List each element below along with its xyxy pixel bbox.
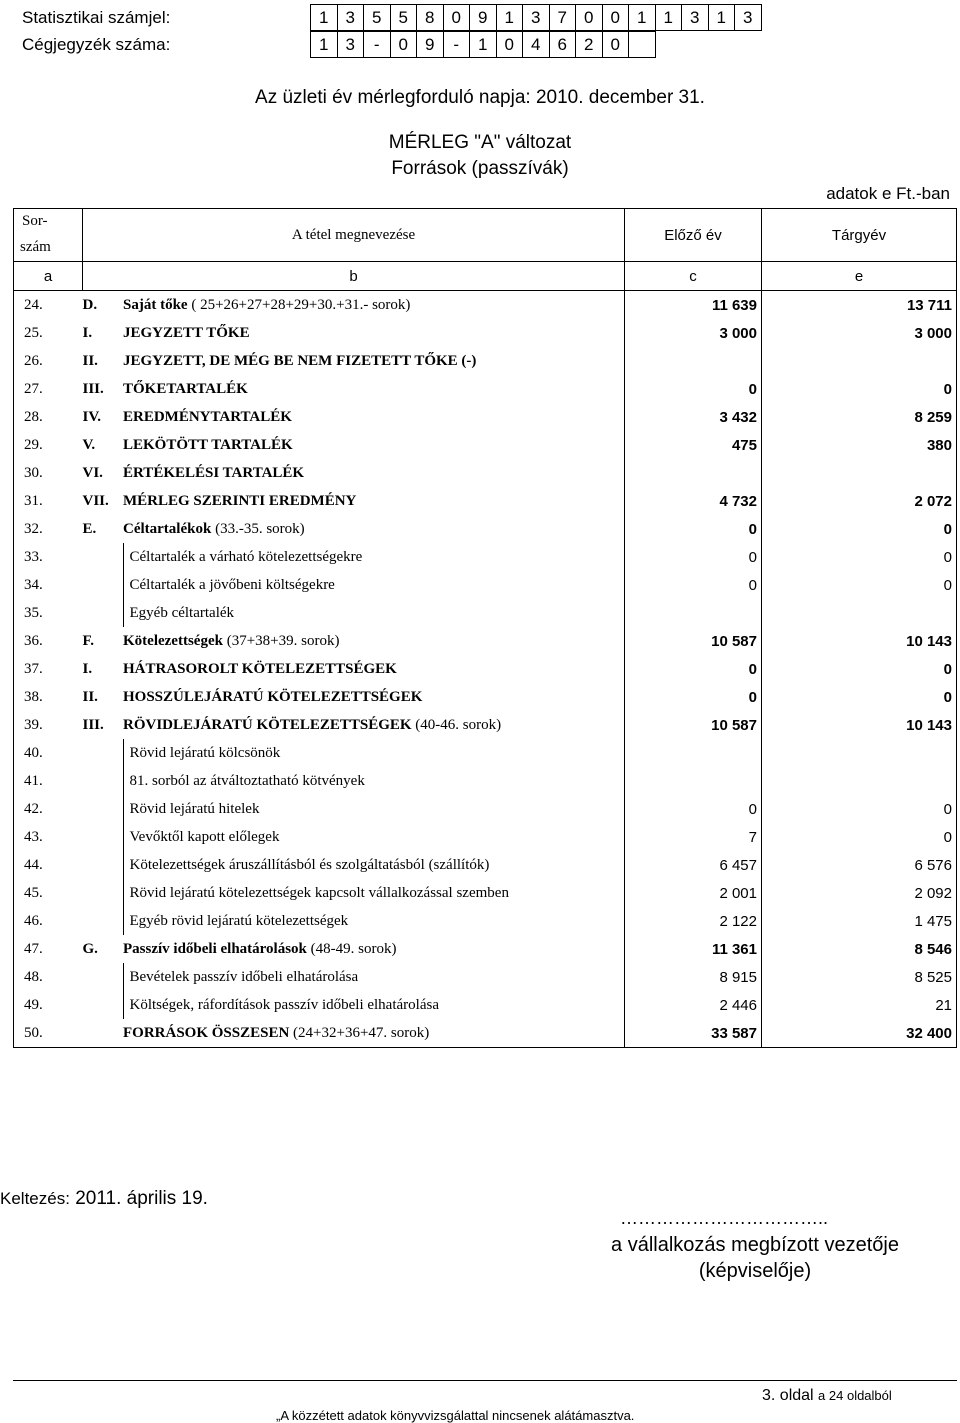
row-item-formula: ( 25+26+27+28+29+30.+31.- sorok): [187, 296, 411, 313]
footer-divider: [13, 1380, 957, 1381]
row-current-year-value: [762, 459, 957, 487]
signature-role-sub: (képviselője): [698, 1260, 812, 1282]
row-previous-year-value: 10 587: [625, 627, 762, 655]
row-item-title: Céltartalékok: [123, 520, 212, 537]
stat-cell: 5: [390, 5, 417, 31]
reg-cell: 4: [523, 32, 550, 58]
row-number: 32.: [14, 515, 83, 543]
table-row: [14, 711, 957, 739]
row-code: I.: [82, 324, 93, 341]
table-row: [14, 1019, 957, 1048]
page-number: [762, 1387, 892, 1405]
table-row: [14, 291, 957, 320]
table-row: [14, 963, 957, 991]
row-current-year-value: 8 546: [762, 935, 957, 963]
letter-c: c: [625, 262, 762, 291]
row-code: III.: [82, 380, 104, 397]
row-item-title: ÉRTÉKELÉSI TARTALÉK: [123, 464, 305, 481]
row-code: F.: [82, 632, 95, 649]
header-szam-text: szám: [20, 239, 51, 255]
row-item-title: Saját tőke: [123, 296, 188, 313]
row-number: 38.: [14, 683, 83, 711]
reg-cell: 0: [496, 32, 523, 58]
row-number: 39.: [14, 711, 83, 739]
audit-note: „A közzétett adatok könyvvizsgálattal nincsenek alátámasztva.: [276, 1408, 635, 1423]
row-previous-year-value: 0: [625, 655, 762, 683]
row-item-title: FORRÁSOK ÖSSZESEN: [123, 1024, 290, 1041]
table-row: [14, 487, 957, 515]
table-row: [14, 767, 957, 795]
row-previous-year-value: 11 361: [625, 935, 762, 963]
row-previous-year-value: 6 457: [625, 851, 762, 879]
table-row: [14, 823, 957, 851]
row-number: 49.: [14, 991, 83, 1019]
row-item-name: [123, 935, 625, 963]
balance-date-line: Az üzleti év mérlegforduló napja: 2010. december 31.: [255, 87, 705, 108]
row-number: 28.: [14, 403, 83, 431]
reg-cell: -: [443, 32, 470, 58]
table-row: [14, 851, 957, 879]
stat-cell: 9: [470, 5, 497, 31]
row-number: 45.: [14, 879, 83, 907]
row-code: [83, 767, 124, 795]
row-current-year-value: 6 576: [762, 851, 957, 879]
letter-b: b: [83, 262, 625, 291]
row-previous-year-value: [625, 459, 762, 487]
row-code: [83, 991, 124, 1019]
table-row: [14, 795, 957, 823]
row-number: 41.: [14, 767, 83, 795]
row-code: [83, 571, 124, 599]
row-item-name: [123, 571, 625, 599]
sources-title: Források (passzívák): [391, 158, 569, 179]
row-item-formula: (37+38+39. sorok): [222, 632, 340, 649]
table-row: [14, 375, 957, 403]
stat-cell: 1: [708, 5, 735, 31]
row-item-title: Egyéb céltartalék: [129, 604, 235, 621]
row-item-name: [123, 963, 625, 991]
row-previous-year-value: 2 122: [625, 907, 762, 935]
row-item-name: [123, 375, 625, 403]
table-row: [14, 543, 957, 571]
row-current-year-value: 21: [762, 991, 957, 1019]
row-item-title: HÁTRASOROLT KÖTELEZETTSÉGEK: [123, 660, 397, 677]
row-item-name: [123, 739, 625, 767]
table-row: [14, 991, 957, 1019]
row-item-name: [123, 1019, 625, 1048]
stat-cell: 5: [364, 5, 391, 31]
row-item-title: Céltartalék a várható kötelezettségekre: [129, 548, 363, 565]
row-previous-year-value: 2 446: [625, 991, 762, 1019]
row-previous-year-value: 2 001: [625, 879, 762, 907]
header-sorszam: [14, 209, 83, 262]
stat-cell: 3: [682, 5, 709, 31]
table-row: [14, 879, 957, 907]
row-current-year-value: 2 092: [762, 879, 957, 907]
row-code: [83, 907, 124, 935]
reg-cell: 0: [602, 32, 629, 58]
row-previous-year-value: 4 732: [625, 487, 762, 515]
row-item-name: [123, 655, 625, 683]
stat-cell: 3: [337, 5, 364, 31]
row-previous-year-value: 0: [625, 375, 762, 403]
row-current-year-value: 32 400: [762, 1019, 957, 1048]
row-item-name: [123, 347, 625, 375]
row-item-title: JEGYZETT TŐKE: [123, 324, 250, 341]
row-current-year-value: 0: [762, 571, 957, 599]
row-item-title: Rövid lejáratú kölcsönök: [129, 744, 281, 761]
row-current-year-value: [762, 767, 957, 795]
row-previous-year-value: [625, 739, 762, 767]
row-previous-year-value: [625, 347, 762, 375]
balance-table: [13, 208, 957, 1048]
row-current-year-value: 10 143: [762, 627, 957, 655]
row-code: II.: [82, 688, 98, 705]
reg-empty-cell: [681, 32, 707, 58]
row-current-year-value: 8 259: [762, 403, 957, 431]
row-current-year-value: 3 000: [762, 319, 957, 347]
row-previous-year-value: [625, 599, 762, 627]
row-number: 33.: [14, 543, 83, 571]
unit-label: adatok e Ft.-ban: [826, 184, 950, 203]
registration-id-grid: [310, 31, 758, 58]
page-rest: a 24 oldalból: [818, 1388, 892, 1403]
row-code: [83, 739, 124, 767]
row-item-name: [123, 767, 625, 795]
statistical-id-grid: [310, 4, 762, 31]
row-current-year-value: 0: [762, 543, 957, 571]
row-item-title: Rövid lejáratú hitelek: [129, 800, 260, 817]
stat-cell: 1: [629, 5, 656, 31]
row-item-name: [123, 823, 625, 851]
row-number: 35.: [14, 599, 83, 627]
row-code: [83, 851, 124, 879]
registration-id-row: [0, 31, 960, 58]
table-row: [14, 739, 957, 767]
row-item-name: [123, 907, 625, 935]
row-code: D.: [82, 296, 98, 313]
row-item-name: [123, 459, 625, 487]
row-item-name: [123, 991, 625, 1019]
row-current-year-value: [762, 599, 957, 627]
stat-cell: 8: [417, 5, 444, 31]
statistical-id-row: [0, 4, 960, 31]
header-item-name: A tétel megnevezése: [83, 209, 625, 262]
reg-cell: 0: [390, 32, 417, 58]
row-current-year-value: 8 525: [762, 963, 957, 991]
table-row: [14, 571, 957, 599]
table-row: [14, 515, 957, 543]
row-current-year-value: 2 072: [762, 487, 957, 515]
signature-role: a vállalkozás megbízott vezetője: [611, 1234, 899, 1256]
row-previous-year-value: 8 915: [625, 963, 762, 991]
row-code: [83, 879, 124, 907]
header-previous-year: Előző év: [625, 209, 762, 262]
row-previous-year-value: 7: [625, 823, 762, 851]
row-code: IV.: [82, 408, 101, 425]
stat-cell: 0: [602, 5, 629, 31]
row-item-title: Bevételek passzív időbeli elhatárolása: [129, 968, 359, 985]
table-row: [14, 683, 957, 711]
row-previous-year-value: 11 639: [625, 291, 762, 320]
row-number: 44.: [14, 851, 83, 879]
table-letter-row: [14, 262, 957, 291]
row-number: 29.: [14, 431, 83, 459]
row-item-name: [123, 879, 625, 907]
row-code: [83, 795, 124, 823]
row-previous-year-value: 3 000: [625, 319, 762, 347]
row-previous-year-value: 10 587: [625, 711, 762, 739]
row-code: E.: [82, 520, 97, 537]
row-item-title: Kötelezettségek: [123, 632, 223, 649]
row-current-year-value: 10 143: [762, 711, 957, 739]
date-value: 2011. április 19.: [75, 1188, 208, 1209]
row-item-name: [123, 543, 625, 571]
row-previous-year-value: 33 587: [625, 1019, 762, 1048]
row-item-name: [123, 599, 625, 627]
row-number: 34.: [14, 571, 83, 599]
row-code: V.: [82, 436, 96, 453]
row-number: 48.: [14, 963, 83, 991]
row-code: III.: [82, 716, 104, 733]
row-item-title: LEKÖTÖTT TARTALÉK: [123, 436, 293, 453]
reg-cell: 2: [576, 32, 603, 58]
row-code: I.: [82, 660, 93, 677]
registration-id-label: Cégjegyzék száma:: [22, 35, 171, 54]
table-row: [14, 935, 957, 963]
row-item-title: RÖVIDLEJÁRATÚ KÖTELEZETTSÉGEK: [123, 716, 412, 733]
row-current-year-value: [762, 347, 957, 375]
stat-cell: 3: [523, 5, 550, 31]
row-number: 43.: [14, 823, 83, 851]
row-number: 50.: [14, 1019, 83, 1048]
row-item-title: JEGYZETT, DE MÉG BE NEM FIZETETT TŐKE (-): [123, 352, 477, 369]
row-item-formula: (24+32+36+47. sorok): [289, 1024, 430, 1041]
table-row: [14, 347, 957, 375]
row-previous-year-value: [625, 767, 762, 795]
row-current-year-value: 13 711: [762, 291, 957, 320]
row-previous-year-value: 0: [625, 543, 762, 571]
reg-empty-cell: [655, 32, 681, 58]
row-code: [83, 823, 124, 851]
row-previous-year-value: 0: [625, 515, 762, 543]
header-current-year: Tárgyév: [762, 209, 957, 262]
stat-cell: 7: [549, 5, 576, 31]
row-item-name: [123, 403, 625, 431]
table-row: [14, 431, 957, 459]
row-item-name: [123, 851, 625, 879]
reg-cell: -: [364, 32, 391, 58]
row-number: 46.: [14, 907, 83, 935]
row-current-year-value: 0: [762, 515, 957, 543]
row-previous-year-value: 475: [625, 431, 762, 459]
reg-cell: 6: [549, 32, 576, 58]
row-previous-year-value: 0: [625, 571, 762, 599]
row-number: 30.: [14, 459, 83, 487]
row-number: 37.: [14, 655, 83, 683]
row-current-year-value: 0: [762, 655, 957, 683]
row-number: 31.: [14, 487, 83, 515]
stat-cell: 1: [655, 5, 682, 31]
row-item-name: [123, 627, 625, 655]
stat-cell: 3: [735, 5, 762, 31]
row-current-year-value: 0: [762, 795, 957, 823]
reg-cell: 9: [417, 32, 444, 58]
row-previous-year-value: 3 432: [625, 403, 762, 431]
row-number: 24.: [14, 291, 83, 320]
row-item-formula: (33.-35. sorok): [211, 520, 305, 537]
row-item-name: [123, 683, 625, 711]
row-item-title: Költségek, ráfordítások passzív időbeli elhatárolása: [129, 996, 439, 1013]
table-header-row: [14, 209, 957, 262]
letter-a: a: [14, 262, 83, 291]
stat-cell: 0: [576, 5, 603, 31]
row-item-name: [123, 711, 625, 739]
row-code: [83, 599, 124, 627]
row-current-year-value: 0: [762, 683, 957, 711]
row-item-title: EREDMÉNYTARTALÉK: [123, 408, 292, 425]
row-code: [83, 963, 124, 991]
stat-cell: 1: [311, 5, 338, 31]
row-code: [83, 1019, 124, 1048]
table-row: [14, 627, 957, 655]
stat-cell: 1: [496, 5, 523, 31]
row-item-title: Rövid lejáratú kötelezettségek kapcsolt vállalkozással szemben: [129, 884, 509, 901]
reg-cell: 3: [337, 32, 364, 58]
row-previous-year-value: 0: [625, 683, 762, 711]
row-current-year-value: [762, 739, 957, 767]
table-row: [14, 319, 957, 347]
row-current-year-value: 0: [762, 823, 957, 851]
reg-empty-cell: [707, 32, 733, 58]
row-item-title: 81. sorból az átváltoztatható kötvények: [129, 772, 365, 789]
row-item-title: Céltartalék a jövőbeni költségekre: [129, 576, 335, 593]
row-item-title: Kötelezettségek áruszállításból és szolgáltatásból (szállítók): [129, 856, 490, 873]
row-number: 40.: [14, 739, 83, 767]
reg-cell: 1: [470, 32, 497, 58]
row-item-name: [123, 431, 625, 459]
row-item-formula: (48-49. sorok): [306, 940, 397, 957]
statistical-id-label: Statisztikai számjel:: [22, 8, 171, 27]
reg-empty-cell: [732, 32, 758, 58]
row-item-name: [123, 487, 625, 515]
row-item-formula: (40-46. sorok): [411, 716, 502, 733]
date-label: Keltezés:: [0, 1189, 70, 1208]
row-item-name: [123, 319, 625, 347]
reg-empty-cell: [629, 32, 656, 58]
row-item-name: [123, 795, 625, 823]
table-row: [14, 599, 957, 627]
row-current-year-value: 1 475: [762, 907, 957, 935]
table-row: [14, 403, 957, 431]
row-number: 27.: [14, 375, 83, 403]
row-code: [83, 543, 124, 571]
row-code: II.: [82, 352, 98, 369]
row-number: 26.: [14, 347, 83, 375]
row-item-title: TŐKETARTALÉK: [123, 380, 248, 397]
table-row: [14, 655, 957, 683]
row-number: 25.: [14, 319, 83, 347]
header-sor-text: Sor-: [22, 213, 48, 229]
row-item-title: Passzív időbeli elhatárolások: [123, 940, 307, 957]
date-signed: [0, 1188, 208, 1210]
row-item-name: [123, 515, 625, 543]
row-code: VI.: [82, 464, 103, 481]
row-number: 36.: [14, 627, 83, 655]
table-row: [14, 459, 957, 487]
row-number: 47.: [14, 935, 83, 963]
row-previous-year-value: 0: [625, 795, 762, 823]
letter-e: e: [762, 262, 957, 291]
page-main: 3. oldal: [762, 1387, 814, 1404]
stat-cell: 0: [443, 5, 470, 31]
row-current-year-value: 380: [762, 431, 957, 459]
row-item-name: [123, 291, 625, 320]
reg-cell: 1: [311, 32, 338, 58]
row-code: VII.: [82, 492, 109, 509]
row-item-title: MÉRLEG SZERINTI EREDMÉNY: [123, 492, 357, 509]
row-item-title: HOSSZÚLEJÁRATÚ KÖTELEZETTSÉGEK: [123, 688, 423, 705]
row-code: G.: [82, 940, 98, 957]
balance-title: MÉRLEG "A" változat: [388, 132, 572, 153]
row-current-year-value: 0: [762, 375, 957, 403]
row-item-title: Egyéb rövid lejáratú kötelezettségek: [129, 912, 349, 929]
table-row: [14, 907, 957, 935]
signature-dots: ……………………………..: [620, 1208, 829, 1228]
row-number: 42.: [14, 795, 83, 823]
row-item-title: Vevőktől kapott előlegek: [129, 828, 280, 845]
